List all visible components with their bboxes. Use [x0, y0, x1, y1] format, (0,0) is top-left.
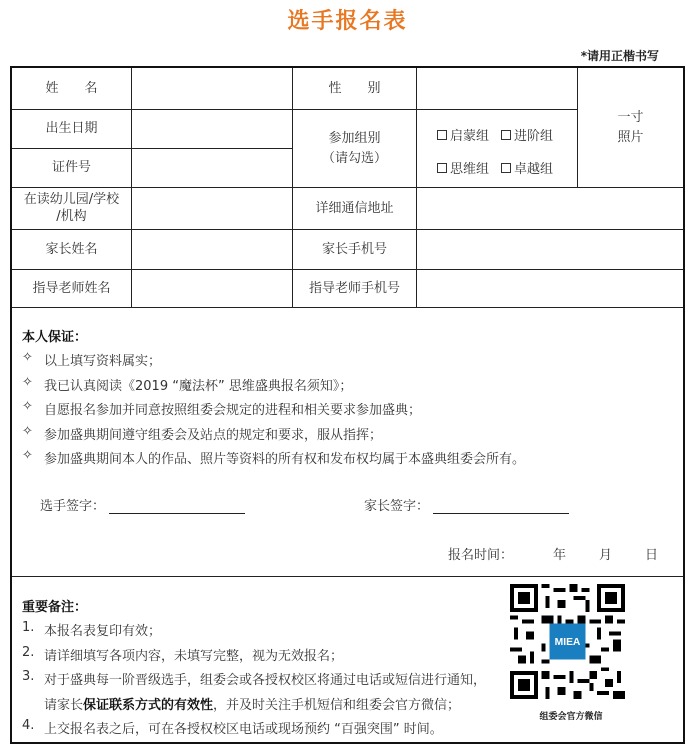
group-option-qimeng[interactable] [437, 125, 489, 144]
address-field[interactable] [417, 188, 683, 230]
address-label: 详细通信地址 [293, 188, 417, 230]
guarantee-heading: 本人保证： [22, 330, 88, 345]
guarantee-item [22, 424, 525, 449]
guarantee-item [22, 399, 525, 424]
teacher-phone-field[interactable] [417, 270, 683, 308]
handwriting-note: *请用正楷书写 [580, 49, 659, 63]
parent-name-field[interactable] [132, 230, 293, 270]
checkbox-icon[interactable] [501, 130, 511, 140]
group-option-label: 卓越组 [514, 162, 554, 177]
remark-text: 请详细填写各项内容，未填写完整，视为无效报名； [44, 648, 344, 664]
photo-label-line1: 一寸 [617, 110, 644, 125]
player-signature [40, 495, 245, 514]
group-label-line1: 参加组别 [328, 131, 381, 146]
group-label-line2: （请勾选） [321, 150, 387, 166]
name-field[interactable] [132, 68, 293, 110]
parent-signature [364, 495, 569, 514]
remark-number: 3. [22, 669, 35, 684]
remark-number: 2. [22, 644, 35, 660]
group-option-siwei[interactable] [437, 158, 489, 177]
guarantee-item-text: 我已认真阅读《2019 “魔法杯” 思维盛典报名须知》； [44, 378, 353, 394]
parent-signature-label: 家长签字： [364, 499, 430, 514]
name-label: 姓 名 [12, 68, 132, 110]
registration-form [10, 66, 685, 744]
group-option-label: 思维组 [450, 162, 490, 177]
guarantee-item [22, 375, 525, 400]
date-year: 年 [553, 548, 567, 563]
registration-date [448, 544, 658, 563]
player-signature-line[interactable] [109, 500, 245, 514]
remark-item [22, 645, 486, 670]
school-label-line2: /机构 [56, 208, 87, 224]
date-month: 月 [599, 548, 613, 563]
group-option-label: 进阶组 [514, 129, 554, 144]
remark-text: 本报名表复印有效； [44, 624, 162, 639]
remark-emphasis: 保证联系方式的有效性 [83, 697, 214, 713]
guarantee-item-text: 以上填写资料属实； [44, 354, 162, 369]
school-field[interactable] [132, 188, 293, 230]
group-option-label: 启蒙组 [450, 129, 490, 144]
remarks-section [22, 596, 486, 743]
guarantee-item-text: 参加盛典期间遵守组委会及站点的规定和要求，服从指挥； [44, 427, 383, 443]
id-label: 证件号 [12, 149, 132, 188]
remark-item [22, 669, 486, 694]
remark-item [22, 718, 486, 743]
remark-item-continued [22, 694, 486, 719]
school-label [12, 188, 132, 230]
diamond-bullet-icon: ✧ [22, 399, 33, 414]
qr-caption: 组委会官方微信 [539, 712, 603, 722]
birth-label: 出生日期 [12, 110, 132, 149]
photo-box[interactable] [578, 68, 683, 188]
guarantee-item-text: 自愿报名参加并同意按照组委会规定的进程和相关要求参加盛典； [44, 403, 422, 418]
remark-text: 上交报名表之后，可在各授权校区电话或现场预约 “百强突围” 时间。 [44, 722, 443, 737]
date-day: 日 [645, 548, 659, 563]
diamond-bullet-icon: ✧ [22, 423, 33, 439]
diamond-bullet-icon: ✧ [22, 448, 33, 463]
gender-label: 性 别 [293, 68, 417, 110]
guarantee-item [22, 448, 525, 473]
guarantee-item [22, 350, 525, 375]
id-field[interactable] [132, 149, 293, 188]
diamond-bullet-icon: ✧ [22, 374, 33, 390]
checkbox-icon[interactable] [437, 130, 447, 140]
remark-text: ，并及时关注手机短信和组委会官方微信； [213, 697, 461, 713]
wechat-qr-code [510, 584, 625, 699]
remark-item [22, 620, 486, 645]
form-title: 选手报名表 [287, 9, 408, 34]
checkbox-icon[interactable] [437, 163, 447, 173]
group-label [293, 110, 417, 188]
birth-field[interactable] [132, 110, 293, 149]
section-divider [12, 576, 683, 577]
photo-label-line2: 照片 [617, 129, 644, 145]
parent-phone-label: 家长手机号 [293, 230, 417, 270]
guarantee-item-text: 参加盛典期间本人的作品、照片等资料的所有权和发布权均属于本盛典组委会所有。 [44, 452, 526, 467]
school-label-line1: 在读幼儿园/学校 [23, 191, 120, 207]
group-option-zhuoyue[interactable] [501, 158, 553, 177]
remarks-heading: 重要备注： [22, 600, 88, 615]
group-option-jinjie[interactable] [501, 125, 553, 144]
checkbox-icon[interactable] [501, 163, 511, 173]
qr-logo-text: MIEA [554, 637, 581, 649]
group-options-row-2 [437, 158, 565, 177]
group-options-row-1 [437, 125, 565, 144]
guarantee-section [22, 326, 525, 473]
teacher-name-field[interactable] [132, 270, 293, 308]
date-label: 报名时间： [448, 548, 514, 563]
remark-number: 4. [22, 718, 35, 733]
gender-field[interactable] [417, 68, 578, 110]
teacher-phone-label: 指导老师手机号 [293, 270, 417, 308]
remark-text: 对于盛典每一阶晋级选手，组委会或各授权校区将通过电话或短信进行通知， [44, 673, 487, 688]
diamond-bullet-icon: ✧ [22, 350, 33, 365]
parent-name-label: 家长姓名 [12, 230, 132, 270]
parent-phone-field[interactable] [417, 230, 683, 270]
remark-text: 请家长 [44, 697, 84, 713]
remark-number: 1. [22, 620, 35, 635]
teacher-name-label: 指导老师姓名 [12, 270, 132, 308]
parent-signature-line[interactable] [433, 500, 569, 514]
player-signature-label: 选手签字： [40, 499, 106, 514]
